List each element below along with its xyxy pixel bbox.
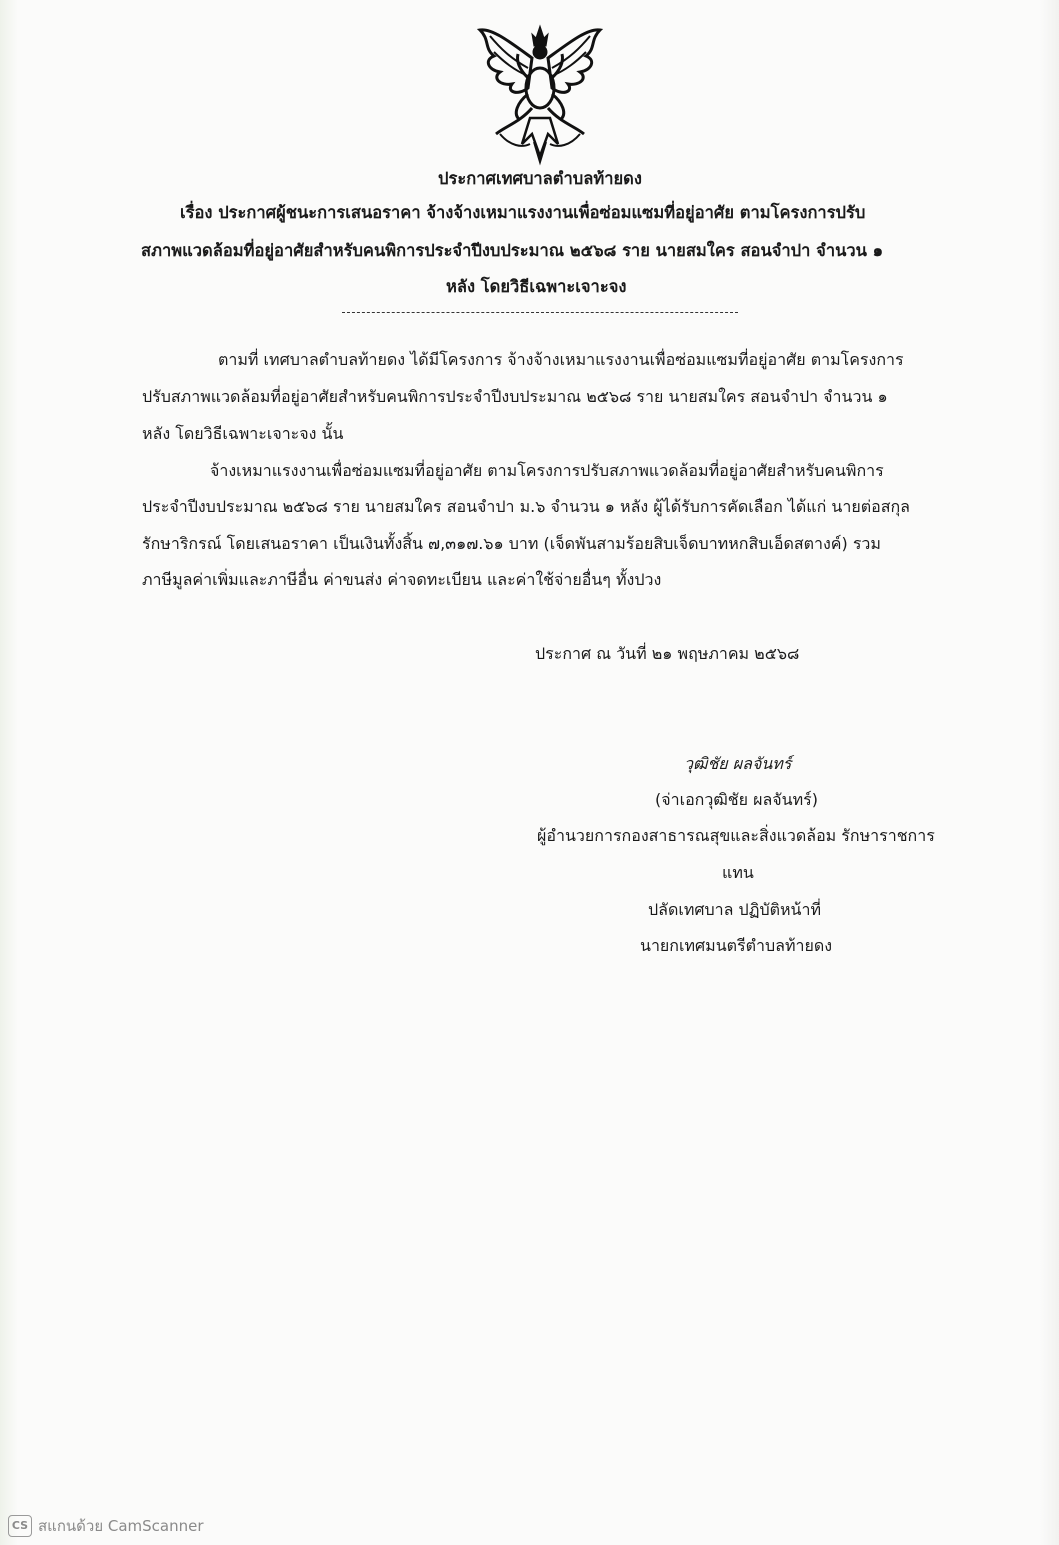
signatory-position-3: ปลัดเทศบาล ปฏิบัติหน้าที่	[648, 900, 822, 919]
paragraph-2-line-4: ภาษีมูลค่าเพิ่มและภาษีอื่น ค่าขนส่ง ค่าจดทะเบียน และค่าใช้จ่ายอื่นๆ ทั้งปวง	[142, 570, 662, 589]
subject-line-1: เรื่อง ประกาศผู้ชนะการเสนอราคา จ้างจ้างเหมาแรงงานเพื่อซ่อมแซมที่อยู่อาศัย ตามโครงการปรับ	[180, 203, 866, 222]
paragraph-1-line-1: ตามที่ เทศบาลตำบลท้ายดง ได้มีโครงการ จ้างจ้างเหมาแรงงานเพื่อซ่อมแซมที่อยู่อาศัย ตามโครงการ	[218, 350, 904, 369]
subject-line-3: หลัง โดยวิธีเฉพาะเจาะจง	[446, 277, 627, 296]
signatory-position-1: ผู้อำนวยการกองสาธารณสุขและสิ่งแวดล้อม รักษาราชการ	[537, 826, 935, 845]
paragraph-1-line-2: ปรับสภาพแวดล้อมที่อยู่อาศัยสำหรับคนพิการประจำปีงบประมาณ ๒๕๖๘ ราย นายสมใคร สอนจำปา จำนวน ๑	[142, 387, 888, 406]
paragraph-2-line-3: รักษาริกรณ์ โดยเสนอราคา เป็นเงินทั้งสิ้น ๗,๓๑๗.๖๑ บาท (เจ็ดพันสามร้อยสิบเจ็ดบาทหกสิบเอ็ดสตางค์) รวม	[142, 534, 881, 553]
paragraph-2-line-2: ประจำปีงบประมาณ ๒๕๖๘ ราย นายสมใคร สอนจำปา ม.๖ จำนวน ๑ หลัง ผู้ได้รับการคัดเลือก ได้แก่ นายต่อสกุล	[142, 497, 910, 516]
subject-line-2: สภาพแวดล้อมที่อยู่อาศัยสำหรับคนพิการประจำปีงบประมาณ ๒๕๖๘ ราย นายสมใคร สอนจำปา จำนวน ๑	[141, 241, 884, 260]
watermark-text: สแกนด้วย CamScanner	[38, 1517, 204, 1535]
paragraph-1-line-3: หลัง โดยวิธีเฉพาะเจาะจง นั้น	[142, 424, 344, 443]
signatory-position-4: นายกเทศมนตรีตำบลท้ายดง	[640, 936, 833, 955]
announcement-date: ประกาศ ณ วันที่ ๒๑ พฤษภาคม ๒๕๖๘	[535, 644, 800, 663]
camscanner-logo-icon: CS	[8, 1515, 32, 1537]
signatory-full-name: (จ่าเอกวุฒิชัย ผลจันทร์)	[655, 790, 818, 809]
camscanner-watermark	[8, 1514, 204, 1538]
garuda-emblem-icon	[470, 22, 610, 167]
announcement-title: ประกาศเทศบาลตำบลท้ายดง	[438, 169, 642, 188]
paragraph-2-line-1: จ้างเหมาแรงงานเพื่อซ่อมแซมที่อยู่อาศัย ตามโครงการปรับสภาพแวดล้อมที่อยู่อาศัยสำหรับคนพิการ	[210, 461, 884, 480]
signatory-position-2: แทน	[722, 863, 754, 882]
divider	[342, 312, 738, 313]
signature: วุฒิชัย ผลจันทร์	[684, 754, 792, 773]
